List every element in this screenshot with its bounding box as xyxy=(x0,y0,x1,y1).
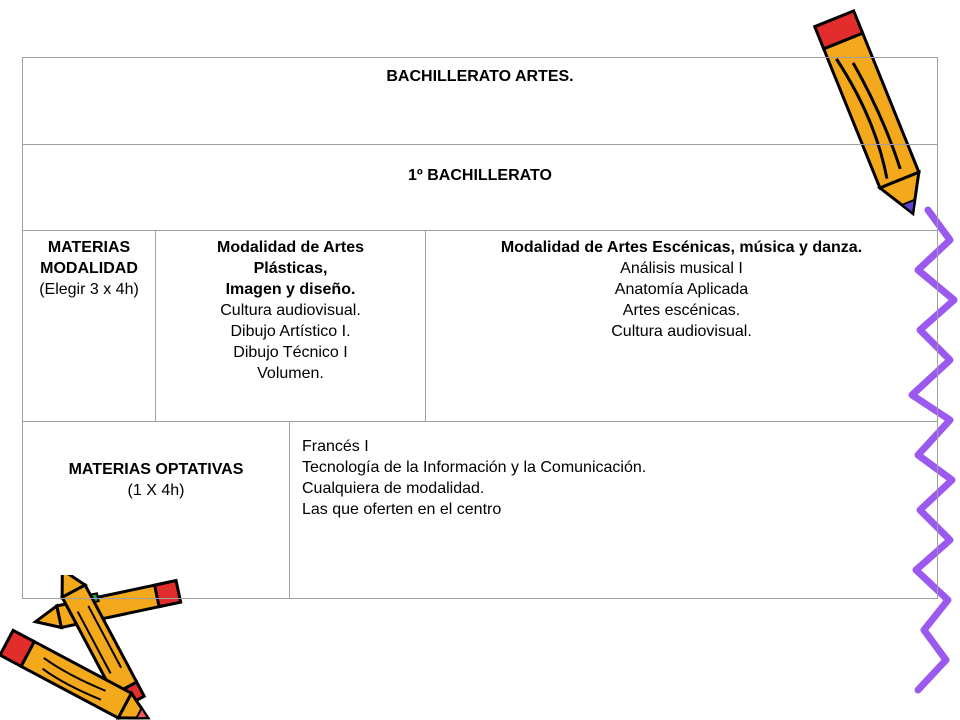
optativas-note: (1 X 4h) xyxy=(127,482,185,499)
list-item: Dibujo Técnico I xyxy=(233,344,348,361)
list-item: Anatomía Aplicada xyxy=(614,281,749,298)
list-item: Volumen. xyxy=(257,365,324,382)
escenicas-heading: Modalidad de Artes Escénicas, música y danza. xyxy=(500,239,863,256)
list-item: Cualquiera de modalidad. xyxy=(302,480,485,497)
optativas-row xyxy=(23,422,937,598)
materias-label-cell xyxy=(23,231,156,421)
list-item: Cultura audiovisual. xyxy=(220,302,361,319)
course-heading: 1º BACHILLERATO xyxy=(408,167,552,184)
plasticas-heading: Modalidad de Artes Plásticas, xyxy=(217,239,364,277)
list-item: Dibujo Artístico I. xyxy=(230,323,351,340)
materias-modalidad-row xyxy=(23,231,937,422)
list-item: Tecnología de la Información y la Comunicación. xyxy=(302,459,647,476)
modalidad-label: MODALIDAD xyxy=(40,260,138,277)
optativas-label-cell xyxy=(23,422,290,598)
list-item: Cultura audiovisual. xyxy=(611,323,752,340)
list-item: Francés I xyxy=(302,438,369,455)
table-subtitle-row xyxy=(23,145,937,231)
list-item: Artes escénicas. xyxy=(622,302,741,319)
optativas-label: MATERIAS OPTATIVAS xyxy=(68,461,244,478)
materias-note: (Elegir 3 x 4h) xyxy=(39,281,139,298)
bachillerato-table xyxy=(22,57,938,599)
materias-label: MATERIAS xyxy=(47,239,131,256)
artes-escenicas-cell xyxy=(426,231,937,421)
artes-plasticas-cell xyxy=(156,231,426,421)
list-item: Las que oferten en el centro xyxy=(302,501,502,518)
table-title: BACHILLERATO ARTES. xyxy=(386,68,574,85)
optativas-list-cell xyxy=(290,422,937,598)
table-title-row xyxy=(23,58,937,145)
plasticas-subheading: Imagen y diseño. xyxy=(225,281,356,298)
list-item: Análisis musical I xyxy=(620,260,743,277)
